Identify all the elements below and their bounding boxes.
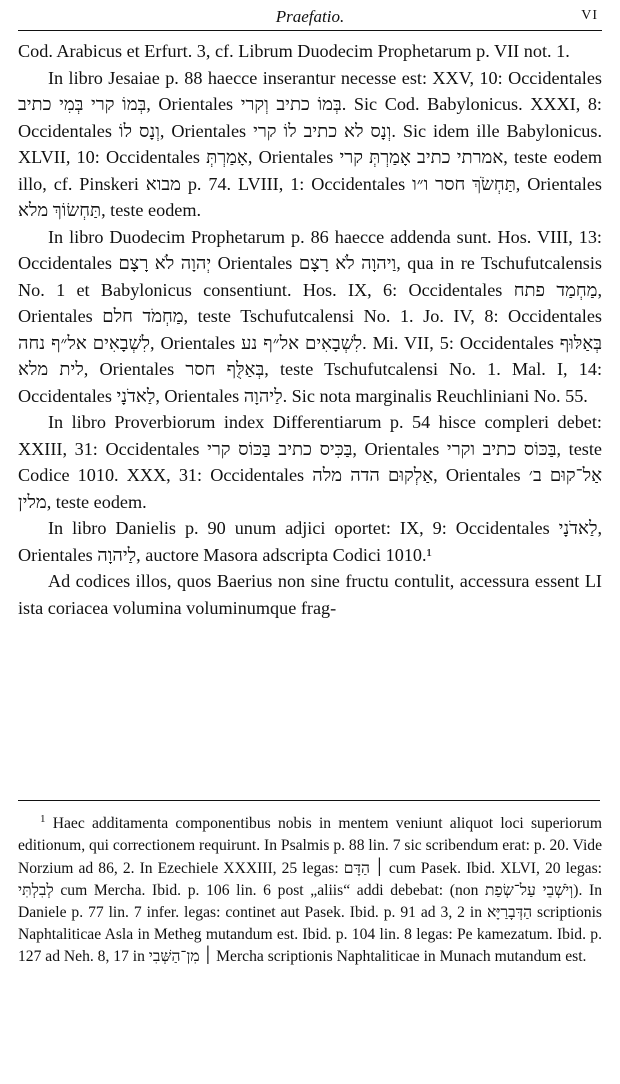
paragraph: In libro Proverbiorum index Differentiarum p. 54 hisce compleri debet: XXIII, 31: Occidentales בַּכִּיס כתיב בַּכּוֹס קרי, Orientales בַּכּוֹס כתיב וקרי, teste Codice 1010. XXX, 31: Occidentales אַלְקוּם הדה מלה, Orientales אַל־קוּם ב׳ מלין, teste eodem. [18,412,602,512]
paragraph: In libro Danielis p. 90 unum adjici oportet: IX, 9: Occidentales לַאדֹנָי, Orientales לַיהוָה, auctore Masora adscripta Codici 1010.¹ [18,518,602,565]
page-number: VI [581,8,598,23]
header-rule [18,30,602,31]
paragraph: Ad codices illos, quos Baerius non sine fructu contulit, accessura essent LI ista coriacea volumina voluminumque frag- [18,571,602,618]
paragraph: In libro Jesaiae p. 88 haecce inserantur necesse est: XXV, 10: Occidentales בְּמוֹ קרי בְּמִי כתיב, Orientales בְּמוֹ כתיב וְקרי. Sic Cod. Babylonicus. XXXI, 8: Occidentales וְנָס לוֹ, Orientales וְנָס לא כתיב לוֹ קרי. Sic idem ille Babylonicus. XLVII, 10: Occidentales אָמַרְתְּ, Orientales אמרתי כתיב אָמַרְתְּ קרי, teste eodem illo, cf. Pinskeri מבוא p. 74. LVIII, 1: Occidentales תַּחְשֹׂךְ חסר ו״ו, Orientales תַּחְשׂוֹךְ מלא, teste eodem. [18,67,602,220]
footnote [18,808,602,1078]
paragraph: Cod. Arabicus et Erfurt. 3, cf. Librum Duodecim Prophetarum p. VII not. 1. [18,41,570,61]
paragraph: In libro Duodecim Prophetarum p. 86 haecce addenda sunt. Hos. VIII, 13: Occidentales יְהוָה לֹא רָצָם Orientales וַיהוָה לֹא רָצָם, qua in re Tschufutcalensis No. 1 et Babylonicus consentiunt. Hos. IX, 6: Occidentales מַחְמַד פתח, Orientales מַחְמֹד חלם, teste Tschufutcalensi No. 1. Jo. IV, 8: Occidentales לִשְׁבָאִים אל״ף נחה, Orientales לִשְׁבָאִים אל״ף נע. Mi. VII, 5: Occidentales בְּאַלּוּף לית מלא, Orientales בְּאַלֻּף חסר, teste Tschufutcalensi No. 1. Mal. I, 14: Occidentales לַאדֹנָי, Orientales לַיהוָה. Sic nota marginalis Reuchliniani No. 55. [18,226,602,406]
running-title: Praefatio. [275,7,345,26]
main-text [18,38,602,798]
footnote-paragraph [18,808,602,969]
footnote-rule [18,800,600,801]
running-header [18,4,602,30]
footnote-marker: 1 [40,813,46,825]
footnote-text: Haec additamenta componentibus nobis in mentem veniunt aliquot loci superiorum editionum, qui correctionem requirunt. In Psalmis p. 88 lin. 7 sic scribendum erat: p. 20. Vide Norzium ad 86, 2. In Ezechiele XXXIII, 25 legas: ׀ הַדָּם cum Pasek. Ibid. XLVI, 20 legas: לְבִלְתִּי cum Mercha. Ibid. p. 106 lin. 6 post „aliis“ addi debebat: (non וְיֹשְׁבֵי עַל־שְׂפַת). In Daniele p. 77 lin. 7 infer. legas: continet aut Pasek. Ibid. p. 91 ad 3, 2 in הַדְּבָרַיָּא scriptionis Naphtaliticae Asla in Metheg mutandum est. Ibid. p. 104 lin. 8 legas: Pe kamezatum. Ibid. p. 127 ad Neh. 8, 17 in ׀ מִן־הַשְּׁבִי Mercha scriptionis Naphtaliticae in Munach mutandum est. [18,815,602,966]
